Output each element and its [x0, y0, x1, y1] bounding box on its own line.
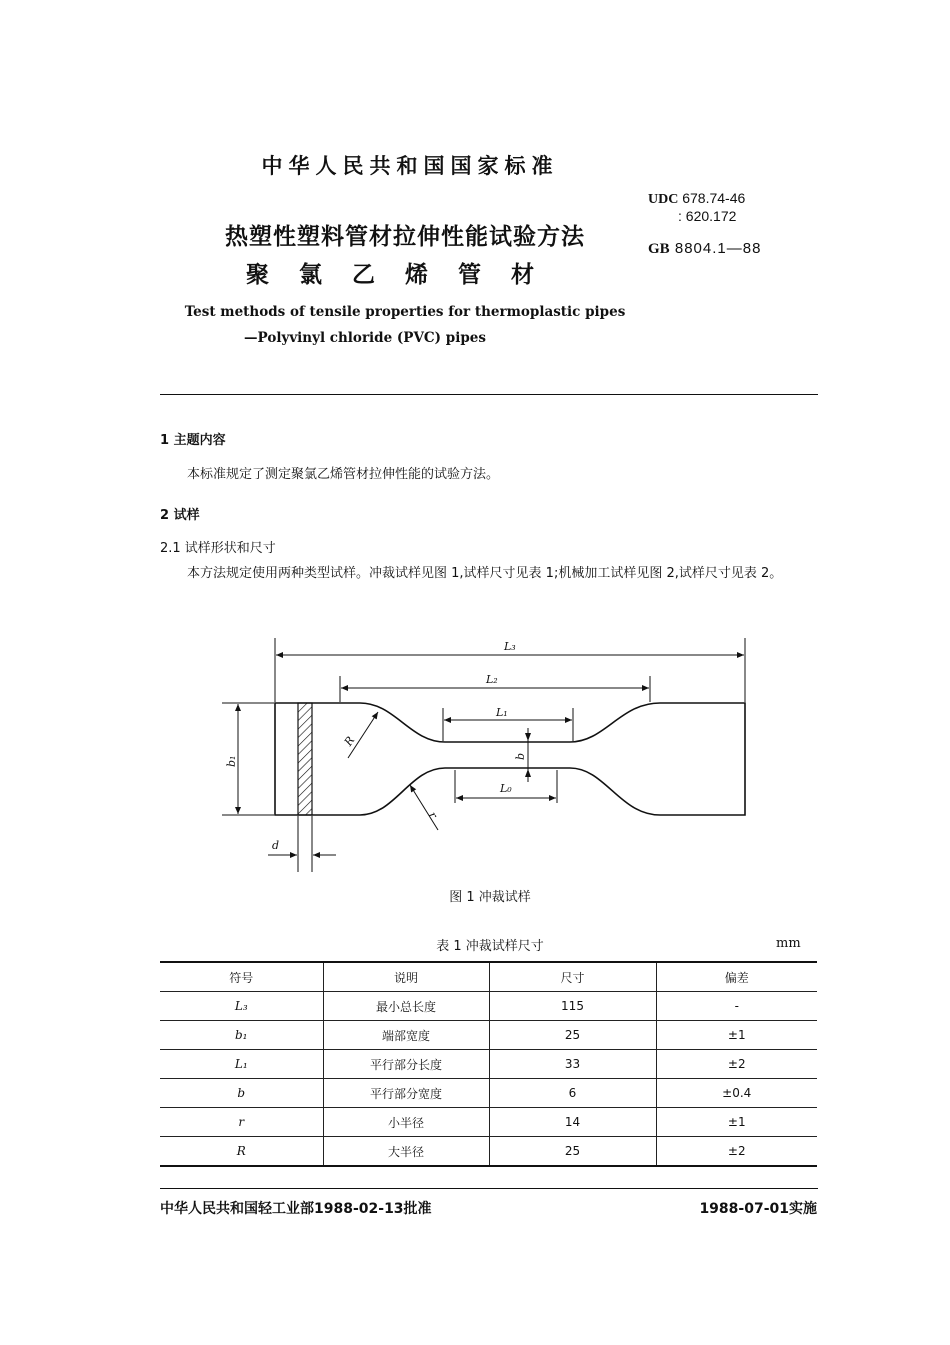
- table-row: [160, 1137, 817, 1167]
- effective-date: 1988-07-01实施: [699, 1201, 817, 1217]
- cell-description: 小半径: [323, 1108, 489, 1137]
- table-row: [160, 1021, 817, 1050]
- cell-symbol: R: [160, 1137, 323, 1167]
- udc-label: UDC: [648, 192, 679, 207]
- approval-date: 中华人民共和国轻工业部1988-02-13批准: [160, 1201, 432, 1217]
- cell-symbol: b: [160, 1079, 323, 1108]
- udc-line2: : 620.172: [678, 208, 737, 224]
- cell-size: 25: [489, 1137, 656, 1167]
- cell-tolerance: ±1: [656, 1021, 817, 1050]
- label-R: R: [341, 734, 358, 749]
- cell-size: 25: [489, 1021, 656, 1050]
- cell-tolerance: ±0.4: [656, 1079, 817, 1108]
- label-d: d: [272, 839, 280, 852]
- header-symbol: 符号: [160, 962, 323, 992]
- footer-divider: [160, 1188, 818, 1189]
- standard-type-heading: 中华人民共和国国家标准: [261, 154, 559, 178]
- label-b1: b₁: [225, 755, 238, 767]
- cell-symbol: b₁: [160, 1021, 323, 1050]
- section-2-1-text: 本方法规定使用两种类型试样。冲裁试样见图 1,试样尺寸见表 1;机械加工试样见图 2,试样尺寸见表 2。: [187, 566, 783, 581]
- gb-code: 8804.1—88: [674, 240, 762, 257]
- header-description: 说明: [323, 962, 489, 992]
- gb-label: GB: [648, 241, 670, 257]
- figure-caption: 图 1 冲裁试样: [449, 890, 531, 905]
- cell-symbol: L₃: [160, 992, 323, 1021]
- section-1-title: 1 主题内容: [160, 433, 226, 448]
- dim-R-line: [348, 712, 378, 758]
- title-chinese-line2: 聚氯乙烯管材: [246, 262, 564, 288]
- table-row: [160, 1108, 817, 1137]
- table-header-row: [160, 962, 817, 992]
- cell-size: 6: [489, 1079, 656, 1108]
- label-b: b: [514, 752, 527, 760]
- label-L3: L₃: [504, 640, 516, 653]
- header-tolerance: 偏差: [656, 962, 817, 992]
- cell-size: 115: [489, 992, 656, 1021]
- cell-tolerance: -: [656, 992, 817, 1021]
- clamp-hatch: [298, 703, 312, 815]
- cell-description: 最小总长度: [323, 992, 489, 1021]
- cell-symbol: L₁: [160, 1050, 323, 1079]
- title-english-line2: —Polyvinyl chloride (PVC) pipes: [244, 330, 486, 346]
- table-row: [160, 1050, 817, 1079]
- cell-description: 端部宽度: [323, 1021, 489, 1050]
- udc-line1: 678.74-46: [682, 190, 746, 206]
- cell-description: 平行部分宽度: [323, 1079, 489, 1108]
- label-L0: L₀: [500, 782, 512, 795]
- header-size: 尺寸: [489, 962, 656, 992]
- label-L2: L₂: [486, 673, 498, 686]
- section-2-title: 2 试样: [160, 508, 200, 523]
- title-english-line1: Test methods of tensile properties for thermoplastic pipes: [184, 304, 626, 320]
- section-1-text: 本标准规定了测定聚氯乙烯管材拉伸性能的试验方法。: [187, 467, 500, 482]
- table-row: [160, 1079, 817, 1108]
- specimen-dimensions-table: [160, 961, 817, 1167]
- cell-size: 33: [489, 1050, 656, 1079]
- title-chinese-line1: 热塑性塑料管材拉伸性能试验方法: [225, 224, 585, 250]
- cell-tolerance: ±2: [656, 1050, 817, 1079]
- table-caption: 表 1 冲裁试样尺寸: [436, 939, 544, 954]
- label-L1: L₁: [496, 706, 508, 719]
- cell-symbol: r: [160, 1108, 323, 1137]
- cell-tolerance: ±1: [656, 1108, 817, 1137]
- table-unit: mm: [776, 936, 801, 951]
- section-2-1-title: 2.1 试样形状和尺寸: [160, 541, 276, 556]
- table-row: [160, 992, 817, 1021]
- cell-size: 14: [489, 1108, 656, 1137]
- cell-tolerance: ±2: [656, 1137, 817, 1167]
- cell-description: 大半径: [323, 1137, 489, 1167]
- label-r: r: [425, 809, 440, 821]
- cell-description: 平行部分长度: [323, 1050, 489, 1079]
- dim-r-line: [410, 785, 438, 830]
